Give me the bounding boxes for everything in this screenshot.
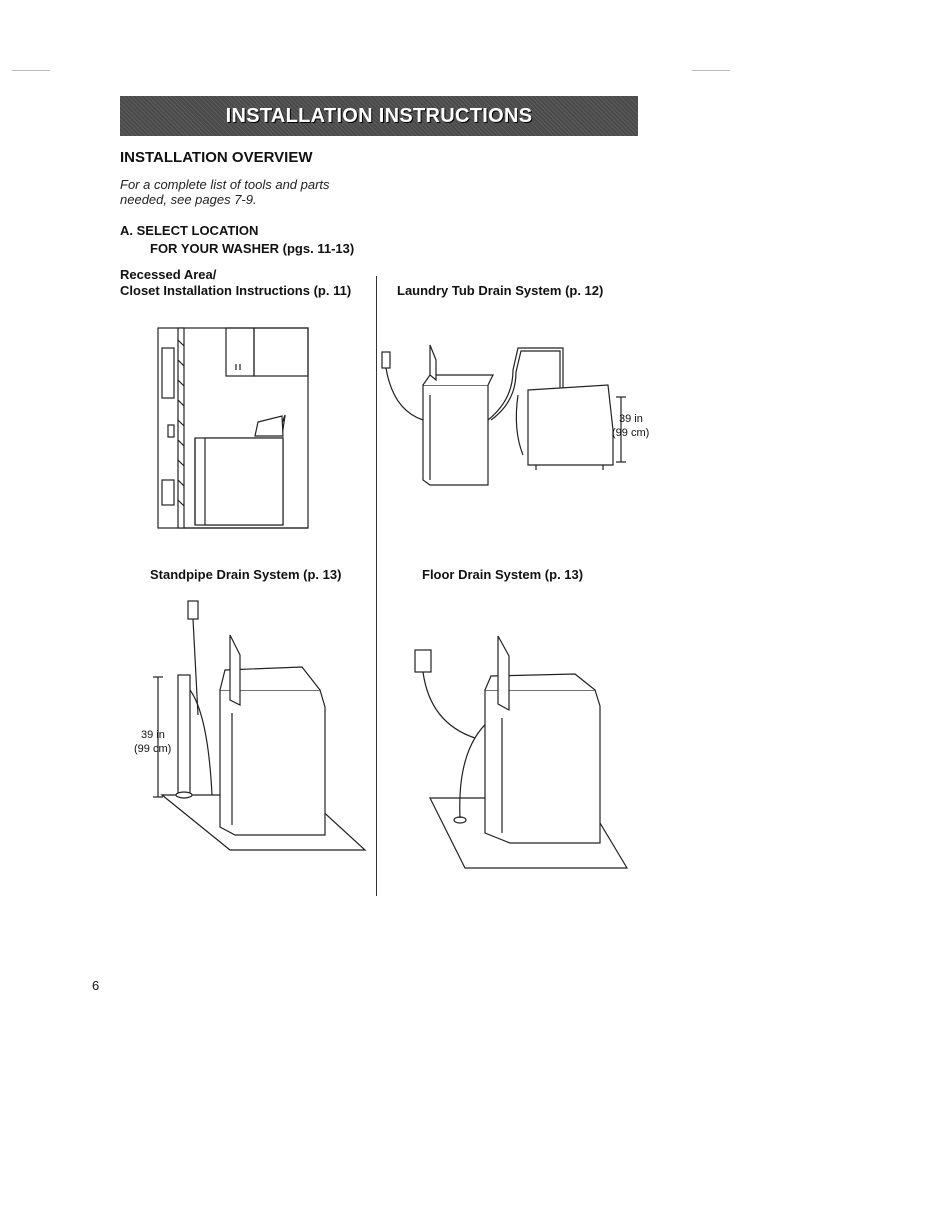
laundry-tub-dim-cm: (99 cm): [612, 427, 650, 439]
column-divider: [376, 276, 377, 896]
laundry-tub-label: Laundry Tub Drain System (p. 12): [397, 283, 604, 298]
recessed-label-line1: Recessed Area/: [120, 267, 217, 282]
recessed-area-illustration: [150, 320, 315, 535]
section-banner: [120, 96, 638, 136]
crop-mark-right: [692, 70, 730, 71]
recessed-label-line2: Closet Installation Instructions (p. 11): [120, 283, 352, 298]
floor-drain-illustration: [405, 628, 635, 878]
laundry-tub-dim-in: 39 in: [619, 413, 643, 425]
intro-text: For a complete list of tools and parts needed, see pages 7-9.: [120, 177, 330, 207]
section-title: INSTALLATION OVERVIEW: [120, 149, 313, 166]
standpipe-dim-cm: (99 cm): [134, 743, 172, 755]
banner-title: INSTALLATION INSTRUCTIONS: [225, 104, 533, 127]
step-a-line2: FOR YOUR WASHER (pgs. 11-13): [150, 241, 355, 256]
standpipe-label: Standpipe Drain System (p. 13): [150, 567, 342, 582]
page-number: 6: [92, 978, 100, 993]
step-a-line1: A. SELECT LOCATION: [120, 223, 259, 238]
step-a-heading: [120, 222, 354, 258]
laundry-tub-illustration: [378, 340, 658, 495]
standpipe-dim-in: 39 in: [141, 729, 165, 741]
floor-drain-label: Floor Drain System (p. 13): [422, 567, 584, 582]
crop-mark-left: [12, 70, 50, 71]
standpipe-illustration: [130, 595, 370, 870]
recessed-label: [120, 267, 351, 299]
